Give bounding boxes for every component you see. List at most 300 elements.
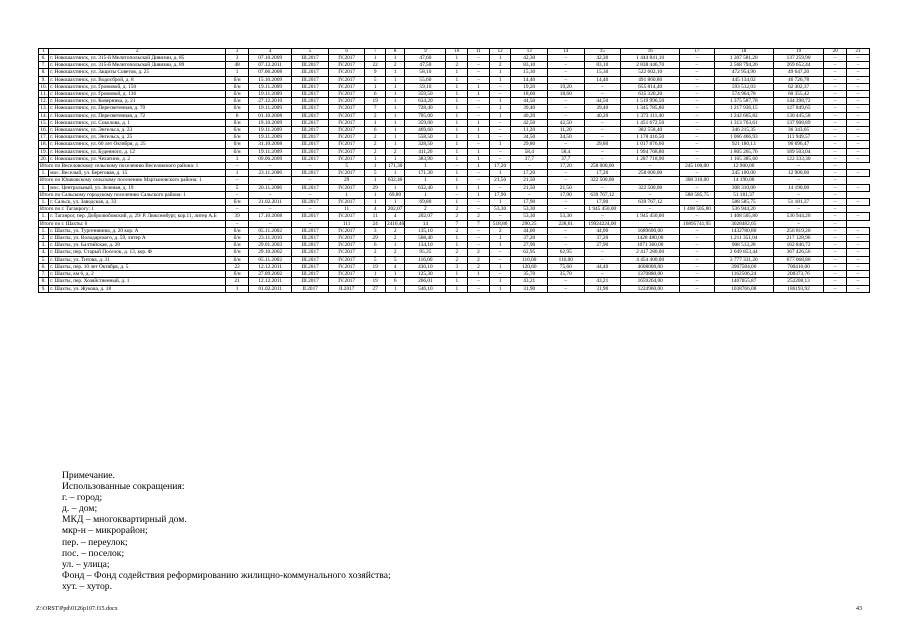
- row-number-cell: 17.: [40, 134, 47, 141]
- table-cell: –: [226, 220, 249, 227]
- table-cell: 44,00: [511, 227, 548, 234]
- table-cell: 558,50: [405, 134, 446, 141]
- table-row: [39, 227, 870, 234]
- table-cell: –: [468, 285, 490, 292]
- table-cell: –: [226, 206, 249, 213]
- table-cell: 308 310,00: [714, 184, 773, 191]
- table-row: [39, 119, 870, 126]
- table-cell: 705,00: [405, 112, 446, 119]
- table-cell: 3: [365, 227, 386, 234]
- table-cell: б/н: [226, 242, 249, 249]
- table-cell: 2 417 280,00: [621, 249, 680, 256]
- table-cell: 35,70: [511, 271, 548, 278]
- table-cell: –: [548, 278, 585, 285]
- table-cell: 208373,76: [773, 271, 823, 278]
- table-cell: 47,60: [405, 55, 446, 62]
- column-number-cell: 3: [226, 49, 249, 55]
- table-cell: 44,50: [511, 98, 548, 105]
- table-cell: –: [548, 141, 585, 148]
- table-cell: 522 602,10: [621, 69, 680, 76]
- table-cell: 367 426,56: [773, 249, 823, 256]
- table-cell: 95,35: [405, 249, 446, 256]
- page-number: 43: [856, 606, 862, 612]
- table-cell: III.2017: [292, 278, 329, 285]
- table-cell: –: [548, 112, 585, 119]
- address-cell: г. Новошахтинск, ул. Громовой, д. 150: [49, 83, 226, 90]
- table-cell: 1 165 385,60: [714, 155, 773, 162]
- column-number-cell: 15: [584, 49, 621, 55]
- table-cell: –: [824, 184, 847, 191]
- table-cell: IV.2017: [328, 134, 365, 141]
- table-cell: 162 846,72: [773, 242, 823, 249]
- table-cell: –: [680, 91, 714, 98]
- table-row: [39, 155, 870, 162]
- table-cell: –: [621, 206, 680, 213]
- row-number-cell: 3.: [39, 242, 49, 249]
- table-cell: III.2017: [292, 141, 329, 148]
- table-cell: –: [680, 98, 714, 105]
- table-cell: 1: [489, 235, 511, 242]
- table-cell: 536 944,20: [773, 213, 823, 220]
- column-number-cell: 17: [680, 49, 714, 55]
- table-cell: б/н: [226, 127, 249, 134]
- table-cell: –: [489, 83, 511, 90]
- table-cell: б/н: [226, 91, 249, 98]
- column-number-cell: 4: [249, 49, 292, 55]
- table-cell: –: [824, 227, 847, 234]
- table-cell: 1: [365, 199, 386, 206]
- table-cell: 1: [385, 119, 404, 126]
- address-cell: г. Таганрог, пер. Добролюбовский, д. 29/ Р. Люксембург, кор.11, литер А,Б: [49, 213, 226, 220]
- table-cell: IV.2017: [328, 235, 365, 242]
- table-cell: –: [489, 184, 511, 191]
- table-cell: 44,50: [584, 98, 621, 105]
- table-cell: 6: [365, 91, 386, 98]
- table-cell: 1: [489, 199, 511, 206]
- table-cell: –: [584, 83, 621, 90]
- table-cell: IV.2017: [328, 55, 365, 62]
- table-cell: 14,40: [584, 76, 621, 83]
- table-cell: 6: [365, 242, 386, 249]
- table-cell: –: [824, 278, 847, 285]
- table-cell: 22: [365, 62, 386, 69]
- table-cell: 1: [446, 83, 468, 90]
- table-cell: 1: [385, 76, 404, 83]
- table-cell: 6: [226, 112, 249, 119]
- table-cell: –: [824, 55, 847, 62]
- table-cell: –: [847, 127, 870, 134]
- table-cell: –: [680, 148, 714, 155]
- table-cell: 632,40: [405, 184, 446, 191]
- table-cell: III.2017: [292, 55, 329, 62]
- table-cell: –: [249, 163, 292, 170]
- table-cell: –: [226, 163, 249, 170]
- table-cell: 42,30: [584, 55, 621, 62]
- table-cell: 1: [446, 91, 468, 98]
- subtotal-label: Итого по Веселовскому сельскому поселению Веселовского района: 1: [39, 163, 226, 170]
- table-cell: –: [548, 199, 585, 206]
- table-cell: 39: [226, 213, 249, 220]
- table-cell: 7: [446, 220, 468, 227]
- table-row: [39, 242, 870, 249]
- table-cell: 1: [385, 199, 404, 206]
- table-cell: –: [680, 184, 714, 191]
- table-cell: III.2017: [292, 76, 329, 83]
- table-cell: –: [847, 213, 870, 220]
- table-cell: 1: [446, 242, 468, 249]
- table-cell: 1: [405, 191, 446, 198]
- table-cell: 1: [489, 278, 511, 285]
- table-cell: 9: [365, 69, 386, 76]
- table-cell: 1: [385, 55, 404, 62]
- table-cell: б/н: [226, 105, 249, 112]
- table-cell: 1: [489, 112, 511, 119]
- table-cell: –: [584, 119, 621, 126]
- table-cell: 53,30: [489, 206, 511, 213]
- table-cell: –: [489, 91, 511, 98]
- table-cell: 17,20: [511, 170, 548, 177]
- table-cell: III.2017: [292, 134, 329, 141]
- table-cell: 53,30: [548, 213, 585, 220]
- table-cell: –: [489, 134, 511, 141]
- table-cell: –: [292, 177, 329, 184]
- table-cell: III.2017: [292, 62, 329, 69]
- table-cell: 3907584,00: [714, 263, 773, 270]
- table-cell: III.2017: [292, 227, 329, 234]
- table-cell: 1: [468, 191, 490, 198]
- table-cell: III.2017: [292, 112, 329, 119]
- table-cell: 921 180,13: [714, 141, 773, 148]
- table-cell: 245 100,00: [714, 170, 773, 177]
- table-cell: –: [680, 76, 714, 83]
- table-cell: 186193,92: [773, 285, 823, 292]
- address-cell: г. Шахты, ул. Балтийская, д. 28: [49, 242, 226, 249]
- abbreviation-item: пер. – переулок;: [62, 536, 128, 548]
- table-cell: 07.06.2008: [249, 69, 292, 76]
- table-cell: 258 000,00: [584, 163, 621, 170]
- table-cell: 568,40: [405, 235, 446, 242]
- notes-intro: Использованные сокращения:: [62, 481, 185, 493]
- row-number-cell: 6.: [39, 263, 49, 270]
- table-cell: 21,50: [489, 177, 511, 184]
- table-cell: IV.2017: [328, 62, 365, 69]
- table-cell: 290,25: [511, 220, 548, 227]
- table-cell: III.2017: [292, 83, 329, 90]
- table-cell: IV.2017: [328, 76, 365, 83]
- table-cell: 728,40: [405, 105, 446, 112]
- table-cell: 472 954,90: [714, 69, 773, 76]
- table-cell: 37,20: [584, 235, 621, 242]
- column-number-cell: 2: [49, 49, 226, 55]
- table-cell: 44,00: [584, 227, 621, 234]
- table-cell: б/н: [226, 249, 249, 256]
- table-cell: –: [847, 278, 870, 285]
- table-cell: 3: [226, 55, 249, 62]
- table-row: [39, 285, 870, 292]
- table-cell: 3: [446, 263, 468, 270]
- table-cell: 125,30: [405, 271, 446, 278]
- table-cell: 1162506,24: [714, 271, 773, 278]
- table-cell: 2: [446, 62, 468, 69]
- table-row: [39, 55, 870, 62]
- table-cell: 171,30: [385, 163, 404, 170]
- table-cell: 1 178 416,50: [621, 134, 680, 141]
- table-row: [39, 170, 870, 177]
- table-cell: 19.11.2009: [249, 134, 292, 141]
- table-cell: 1: [446, 155, 468, 162]
- table-cell: 47,50: [405, 62, 446, 69]
- table-cell: –: [847, 112, 870, 119]
- subtotal-row: [39, 177, 870, 184]
- table-cell: –: [548, 55, 585, 62]
- address-cell: г. Шахты, ул. Титова, д. 31: [49, 256, 226, 263]
- table-cell: 308 310,00: [680, 177, 714, 184]
- table-cell: 266,01: [405, 278, 446, 285]
- table-row: [39, 91, 870, 98]
- table-cell: –: [511, 191, 548, 198]
- table-cell: –: [824, 163, 847, 170]
- table-row: [39, 249, 870, 256]
- table-cell: 359,50: [405, 91, 446, 98]
- table-cell: 6: [385, 278, 404, 285]
- table-cell: 17,90: [489, 191, 511, 198]
- table-cell: 217 128,96: [773, 235, 823, 242]
- table-cell: –: [621, 191, 680, 198]
- row-number-cell: 9.: [39, 76, 49, 83]
- table-cell: 1: [385, 184, 404, 191]
- table-cell: 01.10.2008: [249, 112, 292, 119]
- table-cell: –: [584, 184, 621, 191]
- table-cell: –: [468, 206, 490, 213]
- table-cell: –: [680, 271, 714, 278]
- table-cell: –: [824, 62, 847, 69]
- table-cell: IV.2017: [328, 249, 365, 256]
- table-cell: –: [468, 278, 490, 285]
- column-number-cell: 12: [489, 49, 511, 55]
- table-cell: 34,50: [511, 134, 548, 141]
- table-cell: –: [468, 235, 490, 242]
- table-cell: 62 302,37: [773, 83, 823, 90]
- table-cell: –: [824, 83, 847, 90]
- subtotal-label: Итого по Юшковскому сельскому поселению Мартыновского района: 1: [39, 177, 226, 184]
- table-cell: 1428 480,00: [621, 235, 680, 242]
- table-cell: 14,40: [511, 76, 548, 83]
- table-cell: 1: [468, 91, 490, 98]
- table-cell: IV.2017: [328, 119, 365, 126]
- table-cell: 1: [489, 69, 511, 76]
- row-number-cell: 11.: [40, 91, 47, 98]
- table-cell: –: [489, 155, 511, 162]
- table-cell: –: [680, 134, 714, 141]
- table-cell: 4608000,00: [621, 263, 680, 270]
- table-cell: –: [680, 242, 714, 249]
- table-cell: –: [773, 191, 823, 198]
- table-cell: 3028482,05: [714, 220, 773, 227]
- table-cell: 17,90: [548, 191, 585, 198]
- table-cell: –: [824, 155, 847, 162]
- table-cell: б/н: [226, 235, 249, 242]
- table-cell: 59,10: [405, 83, 446, 90]
- table-cell: –: [824, 249, 847, 256]
- table-cell: III.2017: [292, 184, 329, 191]
- row-number-cell: 1.: [39, 213, 49, 220]
- table-cell: 1: [365, 83, 386, 90]
- table-cell: 2: [385, 249, 404, 256]
- table-cell: –: [680, 199, 714, 206]
- table-cell: –: [824, 220, 847, 227]
- table-cell: 37,7: [511, 155, 548, 162]
- column-number-cell: 6: [328, 49, 365, 55]
- table-cell: 346 215,35: [714, 127, 773, 134]
- table-cell: 1: [446, 184, 468, 191]
- table-cell: 1: [468, 271, 490, 278]
- table-cell: 258 000,00: [621, 170, 680, 177]
- table-cell: 1: [385, 98, 404, 105]
- table-cell: 2: [385, 235, 404, 242]
- row-number-cell: 15.: [40, 119, 47, 126]
- table-row: [39, 105, 870, 112]
- table-cell: –: [680, 227, 714, 234]
- table-cell: 1: [468, 184, 490, 191]
- table-cell: –: [824, 127, 847, 134]
- table-cell: 1: [365, 55, 386, 62]
- table-cell: 58,4: [548, 148, 585, 155]
- column-number-cell: 13: [511, 49, 548, 55]
- table-cell: –: [847, 285, 870, 292]
- table-cell: –: [824, 271, 847, 278]
- table-cell: 19.11.2009: [249, 127, 292, 134]
- table-cell: –: [249, 177, 292, 184]
- table-cell: 05.11.2002: [249, 256, 292, 263]
- table-cell: –: [584, 134, 621, 141]
- table-cell: 2: [385, 148, 404, 155]
- table-cell: 635 320,20: [621, 91, 680, 98]
- table-cell: 1: [226, 155, 249, 162]
- table-cell: 17,20: [548, 163, 585, 170]
- table-cell: –: [847, 242, 870, 249]
- table-cell: IV.2017: [328, 91, 365, 98]
- table-cell: 43,21: [584, 278, 621, 285]
- table-cell: 1: [328, 191, 365, 198]
- table-cell: 2: [365, 249, 386, 256]
- table-cell: –: [548, 62, 585, 69]
- table-cell: 1 375 587,78: [714, 98, 773, 105]
- table-cell: 1: [468, 83, 490, 90]
- table-cell: 27: [365, 285, 386, 292]
- table-cell: 17,20: [489, 163, 511, 170]
- table-cell: б/н: [226, 227, 249, 234]
- table-cell: 4: [385, 213, 404, 220]
- row-number-cell: 7.: [39, 62, 49, 69]
- table-cell: –: [824, 112, 847, 119]
- table-cell: 2 568 794,26: [714, 62, 773, 69]
- table-cell: –: [847, 235, 870, 242]
- table-cell: 4: [385, 263, 404, 270]
- table-cell: 14 190,00: [714, 177, 773, 184]
- table-cell: III.2017: [292, 213, 329, 220]
- table-cell: 1 945 450,00: [584, 206, 621, 213]
- table-cell: 21,50: [511, 184, 548, 191]
- table-cell: 411,20: [405, 148, 446, 155]
- table-cell: IV.2017: [328, 263, 365, 270]
- table-cell: –: [847, 256, 870, 263]
- table-cell: 53,30: [511, 206, 548, 213]
- table-cell: 1224960,00: [621, 285, 680, 292]
- table-cell: 1 217 936,15: [714, 105, 773, 112]
- table-cell: 19,20: [548, 83, 585, 90]
- address-cell: г. Новошахтинск, ул. Защиты Советов, д. 25: [49, 69, 226, 76]
- table-cell: –: [511, 163, 548, 170]
- table-cell: IV.2017: [328, 148, 365, 155]
- table-cell: б/н: [226, 119, 249, 126]
- table-cell: 1 345 785,80: [621, 105, 680, 112]
- table-cell: 5: [226, 184, 249, 191]
- table-cell: 1: [446, 105, 468, 112]
- row-number-cell: 20.: [40, 155, 47, 162]
- table-cell: –: [468, 242, 490, 249]
- table-cell: IV.2017: [328, 213, 365, 220]
- table-cell: 46 726,78: [773, 76, 823, 83]
- address-cell: г. Шахты, ул. Володарского, д. 59, литер А: [49, 235, 226, 242]
- table-cell: –: [548, 177, 585, 184]
- table-cell: –: [847, 62, 870, 69]
- address-cell: г. Новошахтинск, ул. Энгельса, д. 23: [49, 127, 226, 134]
- table-row: [39, 148, 870, 155]
- table-cell: –: [680, 55, 714, 62]
- table-cell: 2: [446, 227, 468, 234]
- column-number-cell: 20: [824, 49, 847, 55]
- table-cell: 445 134,02: [714, 76, 773, 83]
- table-cell: –: [824, 76, 847, 83]
- address-cell: г. Шахты, ул. Жукова, д. 18: [49, 285, 226, 292]
- table-cell: –: [489, 119, 511, 126]
- table-cell: б/н: [226, 141, 249, 148]
- table-cell: –: [847, 105, 870, 112]
- table-cell: 2: [446, 256, 468, 263]
- table-cell: –: [847, 271, 870, 278]
- table-cell: 2: [468, 263, 490, 270]
- table-cell: 2: [365, 141, 386, 148]
- table-cell: 130 445,58: [773, 112, 823, 119]
- row-number-cell: 5.: [39, 256, 49, 263]
- table-cell: 1 408 505,80: [714, 213, 773, 220]
- table-cell: 593 512,03: [714, 83, 773, 90]
- table-cell: 1 945 450,00: [621, 213, 680, 220]
- table-cell: 5: [365, 76, 386, 83]
- table-cell: III.2017: [292, 170, 329, 177]
- table-cell: 1: [468, 163, 490, 170]
- table-cell: 69,80: [385, 191, 404, 198]
- table-cell: 120,60: [511, 263, 548, 270]
- table-cell: 31,90: [511, 285, 548, 292]
- table-cell: –: [548, 285, 585, 292]
- table-cell: 134,10: [405, 242, 446, 249]
- table-cell: б/н: [226, 98, 249, 105]
- table-cell: 19.11.2009: [249, 91, 292, 98]
- table-cell: III.2017: [292, 235, 329, 242]
- table-cell: –: [680, 69, 714, 76]
- table-cell: 2 049 853,44: [714, 249, 773, 256]
- table-cell: 116,00: [548, 256, 585, 263]
- table-cell: III.2017: [292, 91, 329, 98]
- table-cell: III.2017: [292, 263, 329, 270]
- table-cell: 1370880,00: [621, 271, 680, 278]
- table-cell: 1 444 841,10: [621, 55, 680, 62]
- table-cell: 42,50: [548, 119, 585, 126]
- table-cell: –: [548, 242, 585, 249]
- table-cell: –: [824, 256, 847, 263]
- table-cell: 269 652,44: [773, 62, 823, 69]
